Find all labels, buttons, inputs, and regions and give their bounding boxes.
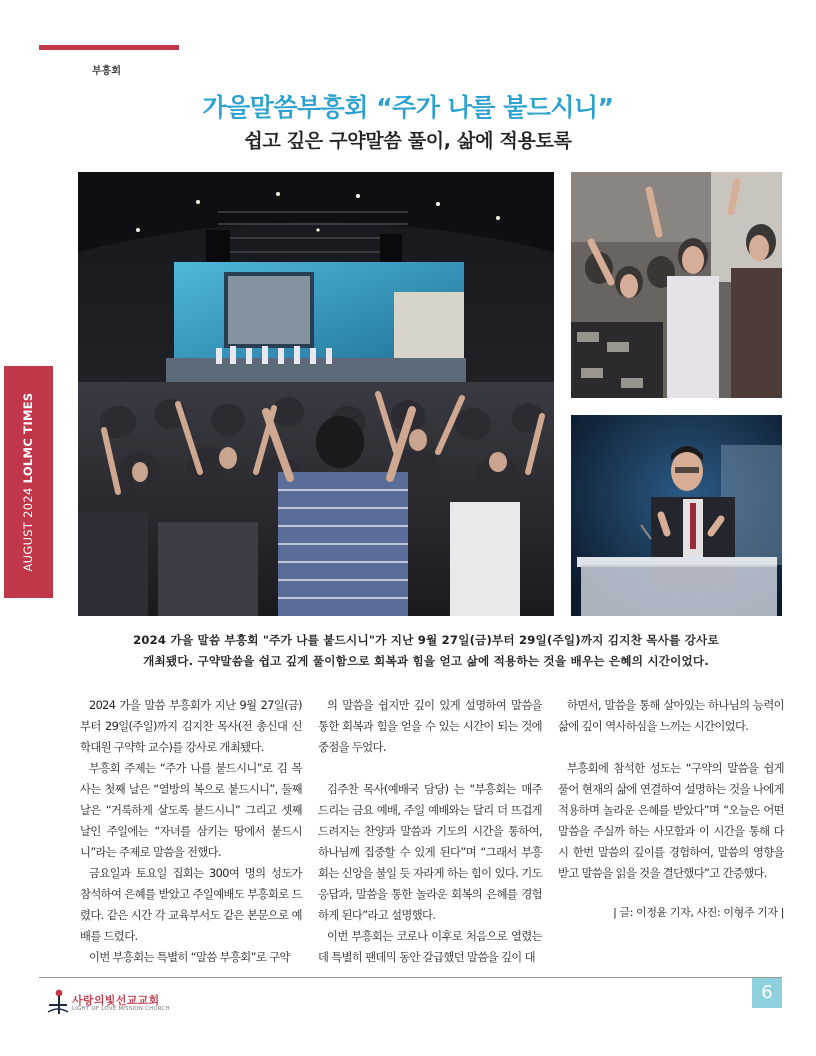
footer-divider: [39, 977, 782, 978]
caption-line-2: 개최됐다. 구약말씀을 쉽고 깊게 풀이함으로 회복과 힘을 얻고 삶에 적용하는 것을 배우는 은혜의 시간이었다.: [143, 654, 709, 668]
church-name-en: LIGHT OF LOVE MISSION CHURCH: [72, 1006, 170, 1012]
worshippers-photo: [571, 172, 782, 398]
header-accent-bar: [39, 45, 179, 50]
side-tab-prefix: AUGUST 2024: [21, 483, 35, 572]
paragraph: 의 말씀을 쉽지만 깊이 있게 설명하여 말씀을 통한 회복과 힘을 얻을 수 있는 시간이 되는 것에 중점을 두었다.: [318, 699, 542, 754]
worship-hall-photo: [78, 172, 554, 616]
article-subheadline: 쉽고 깊은 구약말씀 풀이, 삶에 적용토록: [244, 130, 572, 152]
section-label: 부흥회: [92, 66, 121, 77]
page-number: 6: [752, 978, 782, 1008]
article-column-2: [318, 695, 542, 968]
paragraph: 부흥회에 참석한 성도는 “구약의 말씀을 쉽게 풀어 현재의 삶에 연결하여 설명하는 것을 나에게 적용하며 놀라운 은혜를 받았다”며 “오늘은 어떤 말씀을 주실까 하는 사모함과 이 시간을 통해 다시 한번 말씀의 깊이를 경험하여, 말씀의 영향을 받고 말씀을 읽을 것을 결단했다”고 간증했다.: [558, 762, 784, 880]
paragraph: 2024 가을 말씀 부흥회가 지난 9월 27일(금)부터 29일(주일)까지 김지찬 목사(전 총신대 신학대원 구약학 교수)를 강사로 개최됐다.: [80, 699, 302, 754]
preacher-photo: [571, 415, 782, 616]
paragraph: 부흥회 주제는 “주가 나를 붙드시니”로 김 목사는 첫째 날은 “열방의 복으로 붙드시니”, 둘째 날은 “거룩하게 살도록 붙드시니” 그리고 셋째 날인 주일에는 “자녀를 삼키는 땅에서 붙드시니”라는 주제로 말씀을 전했다.: [80, 762, 302, 859]
paragraph: 하면서, 말씀을 통해 살아있는 하나님의 능력이 삶에 깊이 역사하심을 느끼는 시간이었다.: [558, 699, 784, 733]
caption-line-1: 2024 가을 말씀 부흥회 "주가 나를 붙드시니"가 지난 9월 27일(금)부터 29일(주일)까지 김지찬 목사를 강사로: [133, 633, 719, 647]
article-byline: | 글: 이정윤 기자, 사진: 이형주 기자 |: [613, 906, 784, 919]
article-column-1: [80, 695, 302, 968]
church-logo-icon: [46, 988, 70, 1016]
article-headline: 가을말씀부흥회 “주가 나를 붙드시니”: [202, 93, 614, 122]
side-tab-name: LOLMC TIMES: [21, 392, 35, 484]
side-tab-label: [21, 392, 35, 571]
church-name: 사랑의빛선교교회: [72, 994, 160, 1007]
paragraph: 이번 부흥회는 특별히 “말씀 부흥회”로 구약: [89, 951, 290, 964]
paragraph: 금요일과 토요일 집회는 300여 명의 성도가 참석하여 은혜를 받았고 주일예배도 부흥회로 드렸다. 같은 시간 각 교육부서도 같은 본문으로 예배를 드렸다.: [80, 867, 302, 943]
article-column-3: [558, 695, 784, 923]
photo-caption: [86, 630, 766, 672]
paragraph: 김주찬 목사(예배국 담당) 는 “부흥회는 매주 드리는 금요 예배, 주일 예배와는 달리 더 뜨겁게 드려지는 찬양과 말씀과 기도의 시간을 통하여, 하나님께 집중할 수 있게 된다”며 “그래서 부흥회는 신앙을 불일 듯 자라게 하는 힘이 있다. 기도 응답과, 말씀을 통한 놀라운 회복의 은혜를 경험하게 된다”라고 설명했다.: [318, 783, 542, 922]
paragraph: 이번 부흥회는 코로나 이후로 처음으로 열렸는데 특별히 팬데믹 동안 갈급했던 말씀을 깊이 대: [318, 930, 542, 964]
